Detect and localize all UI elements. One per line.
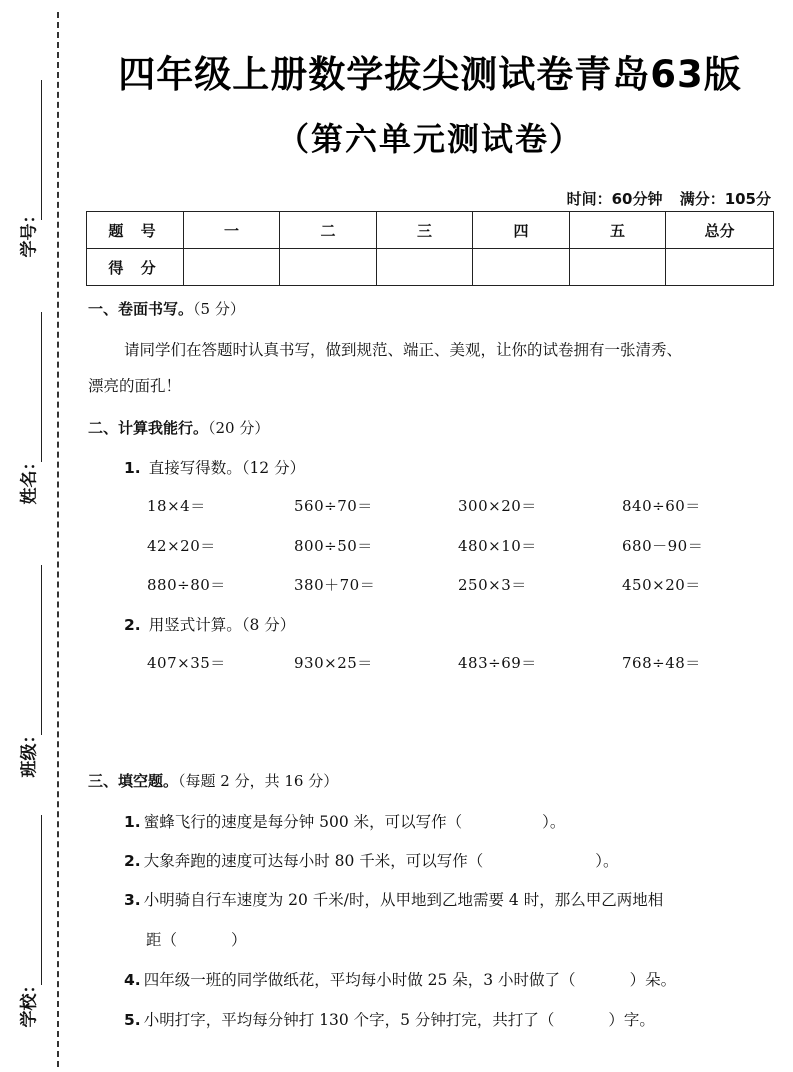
fill-question-text-end: ）朵。 — [629, 971, 677, 989]
section2-q1 — [124, 456, 305, 478]
name-label: 姓名： — [19, 453, 40, 505]
score-table-header-cell: 一 — [184, 212, 280, 249]
score-table-header-row — [87, 212, 774, 249]
section3-title — [88, 770, 338, 791]
fill-question-number: 5. — [124, 1011, 141, 1029]
section2-q1-text: 直接写得数。（12 分） — [148, 459, 306, 477]
exam-full-score: 满分：105分 — [679, 190, 771, 208]
section1-title — [88, 298, 245, 319]
calc-item: 840÷60＝ — [622, 497, 701, 515]
fill-question-number: 2. — [124, 852, 141, 870]
fill-question-text: 蜜蜂飞行的速度是每分钟 500 米，可以写作（ — [143, 813, 463, 831]
fill-question-text-end: ） — [231, 931, 247, 949]
exam-time: 时间：60分钟 — [566, 190, 663, 208]
calc-item: 800÷50＝ — [294, 537, 373, 555]
name-underline — [41, 312, 42, 462]
section2-points: （20 分） — [208, 419, 270, 437]
score-cell[interactable] — [377, 249, 473, 286]
calc-item: 42×20＝ — [147, 537, 216, 555]
vertical-calc-item: 930×25＝ — [294, 654, 373, 672]
fill-question-text-end: ）。 — [542, 813, 566, 831]
section1-text-line1: 请同学们在答题时认真书写，做到规范、端正、美观，让你的试卷拥有一张清秀、 — [124, 341, 683, 359]
page-title: 四年级上册数学拔尖测试卷青岛63版 — [118, 53, 742, 96]
section3-heading: 三、填空题。 — [88, 772, 179, 790]
fill-question-continuation — [146, 928, 247, 950]
calc-item: 560÷70＝ — [294, 497, 373, 515]
score-table — [86, 211, 774, 286]
score-table-header-cell: 总分 — [666, 212, 774, 249]
vertical-calc-item: 768÷48＝ — [622, 654, 701, 672]
score-table-header-cell: 二 — [280, 212, 377, 249]
vertical-calc-item: 407×35＝ — [147, 654, 226, 672]
fill-question — [124, 968, 676, 990]
score-table-score-row — [87, 249, 774, 286]
fill-question-text: 四年级一班的同学做纸花，平均每小时做 25 朵，3 小时做了（ — [143, 971, 576, 989]
section1-text-line2: 漂亮的面孔！ — [88, 377, 182, 395]
calc-item: 250×3＝ — [458, 576, 527, 594]
fill-question — [124, 810, 565, 832]
fill-question — [124, 888, 663, 910]
calc-item: 450×20＝ — [622, 576, 701, 594]
section1-points: （5 分） — [193, 300, 245, 318]
class-label: 班级： — [19, 726, 40, 778]
fill-question-number: 4. — [124, 971, 141, 989]
student-id-field[interactable] — [8, 80, 48, 280]
score-cell[interactable] — [666, 249, 774, 286]
section2-q2-number: 2. — [124, 616, 141, 634]
fill-question-number: 1. — [124, 813, 141, 831]
fill-question-text: 小明打字，平均每分钟打 130 个字，5 分钟打完，共打了（ — [143, 1011, 555, 1029]
score-row-label: 得 分 — [87, 249, 184, 286]
school-label: 学校： — [19, 976, 40, 1028]
score-cell[interactable] — [570, 249, 666, 286]
section2-q2 — [124, 613, 295, 635]
section1-heading: 一、卷面书写。 — [88, 300, 194, 318]
section2-title — [88, 417, 269, 438]
vertical-calc-item: 483÷69＝ — [458, 654, 537, 672]
fill-question-text: 距（ — [146, 931, 178, 949]
binding-dashed-line — [57, 12, 59, 1067]
school-field[interactable] — [8, 815, 48, 1040]
score-cell[interactable] — [473, 249, 570, 286]
calc-item: 300×20＝ — [458, 497, 537, 515]
section2-q1-number: 1. — [124, 459, 141, 477]
page-subtitle: （第六单元测试卷） — [276, 120, 583, 158]
calc-item: 18×4＝ — [147, 497, 206, 515]
class-field[interactable] — [8, 565, 48, 790]
fill-question-text-end: ）字。 — [608, 1011, 655, 1029]
section2-q2-text: 用竖式计算。（8 分） — [148, 616, 296, 634]
calc-item: 680－90＝ — [622, 537, 704, 555]
section3-points: （每题 2 分，共 16 分） — [178, 772, 339, 790]
class-underline — [41, 565, 42, 735]
calc-item: 480×10＝ — [458, 537, 537, 555]
section2-heading: 二、计算我能行。 — [88, 419, 209, 437]
fill-question-text: 大象奔跑的速度可达每小时 80 千米，可以写作（ — [143, 852, 484, 870]
fill-question-text: 小明骑自行车速度为 20 千米/时，从甲地到乙地需要 4 时，那么甲乙两地相 — [143, 891, 664, 909]
student-id-label: 学号： — [19, 206, 40, 258]
score-table-header-cell: 四 — [473, 212, 570, 249]
score-table-header-cell: 题 号 — [87, 212, 184, 249]
fill-question-text-end: ）。 — [595, 852, 619, 870]
score-table-header-cell: 三 — [377, 212, 473, 249]
exam-meta — [567, 188, 771, 209]
calc-item: 880÷80＝ — [147, 576, 226, 594]
calc-item: 380＋70＝ — [294, 576, 376, 594]
school-underline — [41, 815, 42, 985]
fill-question — [124, 849, 619, 871]
fill-question-number: 3. — [124, 891, 141, 909]
name-field[interactable] — [8, 312, 48, 522]
score-cell[interactable] — [184, 249, 280, 286]
fill-question — [124, 1008, 655, 1030]
score-table-header-cell: 五 — [570, 212, 666, 249]
score-cell[interactable] — [280, 249, 377, 286]
student-id-underline — [41, 80, 42, 220]
